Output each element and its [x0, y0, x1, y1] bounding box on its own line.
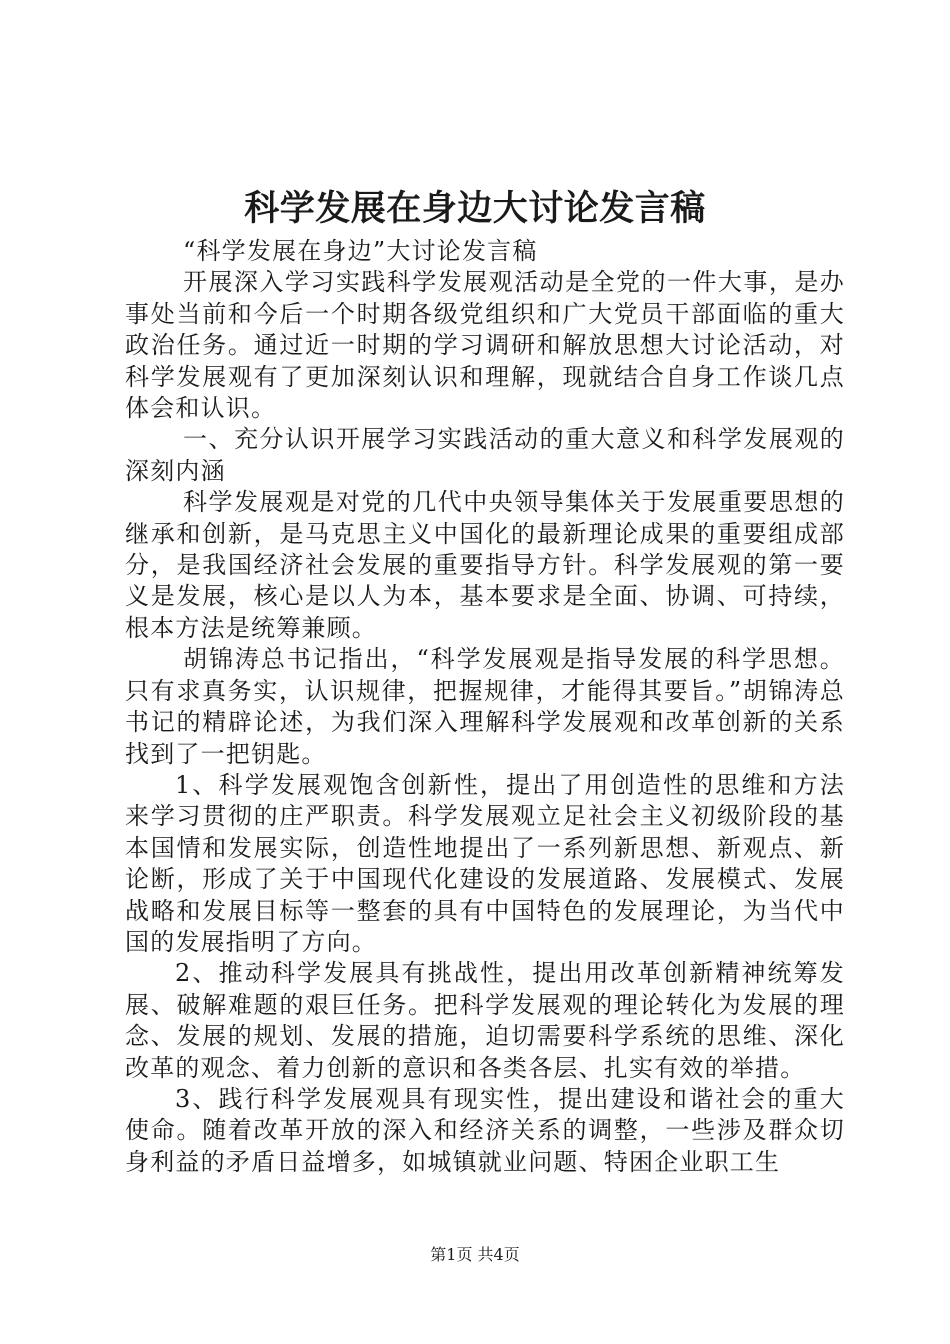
paragraph-intro: 开展深入学习实践科学发展观活动是全党的一件大事，是办事处当前和今后一个时期各级党组织和广大党员干部面临的重大政治任务。通过近一时期的学习调研和解放思想大讨论活动，对科学发展观有了更加深刻认识和理解，现就结合自身工作谈几点体会和认识。	[125, 268, 845, 423]
document-body	[125, 236, 845, 1178]
paragraph-subtitle: “科学发展在身边”大讨论发言稿	[183, 237, 538, 265]
paragraph-point-2: 2、推动科学发展具有挑战性，提出用改革创新精神统筹发展、破解难题的艰巨任务。把科学发展观的理论转化为发展的理念、发展的规划、发展的措施，迫切需要科学系统的思维、深化改革的观念、着力创新的意识和各类各层、扎实有效的举措。	[125, 959, 845, 1082]
paragraph-definition: 科学发展观是对党的几代中央领导集体关于发展重要思想的继承和创新，是马克思主义中国化的最新理论成果的重要组成部分，是我国经济社会发展的重要指导方针。科学发展观的第一要义是发展，核心是以人为本，基本要求是全面、协调、可持续，根本方法是统筹兼顾。	[125, 488, 845, 642]
paragraph-section-heading: 一、充分认识开展学习实践活动的重大意义和科学发展观的深刻内涵	[125, 425, 845, 485]
paragraph-quote: 胡锦涛总书记指出，“科学发展观是指导发展的科学思想。只有求真务实，认识规律，把握规律，才能得其要旨。”胡锦涛总书记的精辟论述，为我们深入理解科学发展观和改革创新的关系找到了一把钥匙。	[125, 645, 845, 768]
paragraph-point-3: 3、践行科学发展观具有现实性，提出建设和谐社会的重大使命。随着改革开放的深入和经济关系的调整，一些涉及群众切身利益的矛盾日益增多，如城镇就业问题、特困企业职工生	[125, 1084, 845, 1176]
paragraph-point-1: 1、科学发展观饱含创新性，提出了用创造性的思维和方法来学习贯彻的庄严职责。科学发展观立足社会主义初级阶段的基本国情和发展实际，创造性地提出了一系列新思想、新观点、新论断，形成了关于中国现代化建设的发展道路、发展模式、发展战略和发展目标等一整套的具有中国特色的发展理论，为当代中国的发展指明了方向。	[125, 770, 845, 956]
page-footer: 第1页 共4页	[430, 1245, 520, 1264]
document-title: 科学发展在身边大讨论发言稿	[244, 188, 706, 229]
